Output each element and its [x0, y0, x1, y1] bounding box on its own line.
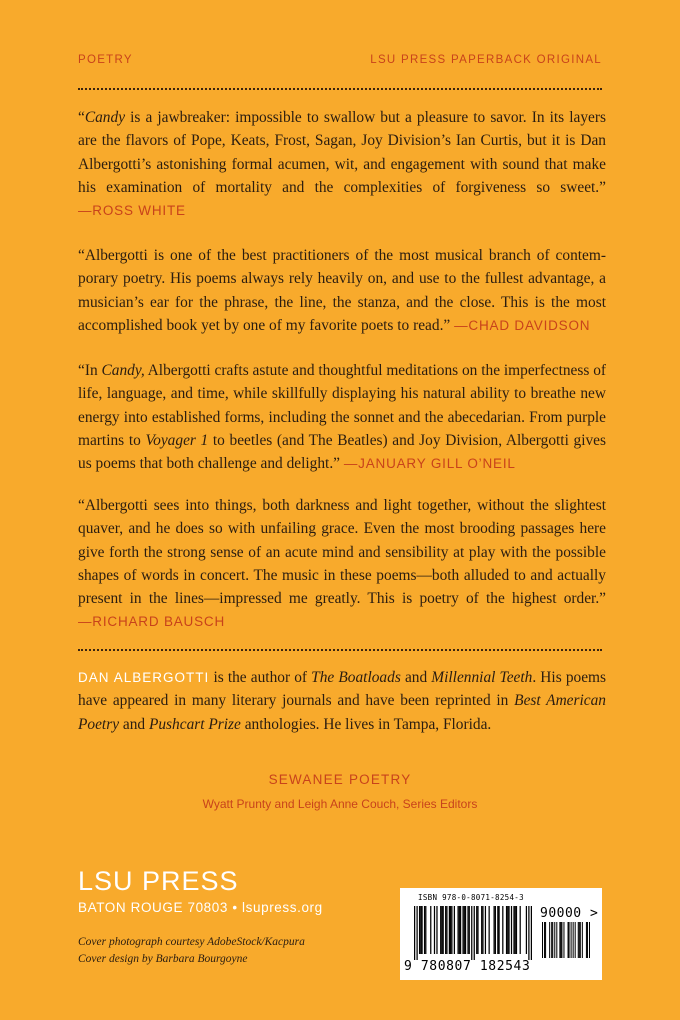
barcode-bar — [482, 906, 483, 954]
barcode-bar — [457, 906, 458, 954]
blurb-text-3b: Albergotti crafts astute and thoughtful meditations on the imperfectness of life, language, and time, while skillfully displaying his natural ability to breathe new energy into established forms, including the sonnet and the abecedarian. From purple martins to — [78, 362, 607, 449]
blurb-quote-2 — [78, 244, 606, 337]
barcode-bar — [476, 906, 477, 954]
addon-bar — [551, 922, 552, 958]
barcode-bar — [469, 906, 470, 954]
barcode-bar — [528, 906, 529, 960]
addon-bar — [568, 922, 569, 958]
barcode-bar — [424, 906, 425, 954]
barcode-bar — [462, 906, 463, 954]
author-bio — [78, 666, 606, 736]
blurb-attribution-1: —ROSS WHITE — [78, 203, 186, 219]
barcode-bar — [436, 906, 437, 954]
barcode-bar — [449, 906, 450, 954]
isbn-barcode — [400, 888, 602, 980]
barcode-bar — [502, 906, 503, 954]
barcode-bar — [434, 906, 435, 954]
addon-bar — [552, 922, 553, 958]
barcode-bar — [471, 906, 472, 960]
barcode-bar — [497, 906, 498, 954]
series-editors: Wyatt Prunty and Leigh Anne Couch, Series Editors — [202, 797, 478, 811]
isbn-number: ISBN 978-0-8071-8254-3 — [418, 893, 524, 902]
addon-bar — [578, 922, 579, 958]
barcode-bar — [425, 906, 426, 954]
dotted-rule-middle — [78, 649, 602, 651]
barcode-bar — [459, 906, 460, 954]
addon-bar — [575, 922, 576, 958]
addon-bar — [544, 922, 545, 958]
addon-bar — [573, 922, 574, 958]
addon-bar — [580, 922, 581, 958]
barcode-bar — [489, 906, 490, 954]
barcode-bar — [464, 906, 465, 954]
book-title-candy: Candy — [84, 109, 126, 126]
barcode-bar — [477, 906, 478, 954]
barcode-bar — [520, 906, 521, 954]
barcode-bar — [526, 906, 527, 954]
addon-bar — [563, 922, 564, 958]
blurb-attribution-3: —JANUARY GILL O’NEIL — [343, 456, 516, 472]
addon-bar — [579, 922, 580, 958]
bio-text: anthologies. He lives in Tampa, Florida. — [240, 715, 492, 733]
barcode-bar — [420, 906, 421, 954]
addon-bar — [549, 922, 550, 958]
blurb-text-2: “Albergotti is one of the best practitioners of the most musical branch of contemporary poetry. His poems always rely heavily on, and use to the fullest advantage, a musician’s ear for the phrase, the line, the stanza, and the close. This is the most accomplished book yet by one of my favorite poets to read.” — [78, 247, 606, 334]
series-title: SEWANEE POETRY — [268, 772, 412, 787]
anthology-best-american-poetry: Best American Poetry — [78, 692, 607, 733]
barcode-bar — [474, 906, 475, 960]
book-title-candy: Candy, — [101, 362, 145, 379]
category-label: POETRY — [78, 54, 133, 66]
barcode-bar — [421, 906, 422, 954]
ean-digits: 9 780807 182543 — [404, 959, 531, 974]
barcode-bar — [441, 906, 442, 954]
blurb-text-1: is a jawbreaker: impossible to swallow but a pleasure to savor. In its layers are the flavors of Pope, Keats, Frost, Sagan, Joy Division’s Ian Curtis, but it is Dan Albergotti’s astonishing formal acumen, wit, and engagement with sound that make his examination of mortality and the complexities of forgiveness so sweet.” — [78, 109, 606, 196]
price-addon-digits: 90000 > — [540, 906, 599, 921]
blurb-quote-4 — [78, 494, 606, 634]
barcode-bar — [419, 906, 420, 954]
addon-bar — [582, 922, 583, 958]
barcode-bar — [493, 906, 494, 954]
voyager-title: Voyager 1 — [145, 431, 209, 449]
anthology-pushcart-prize: Pushcart Prize — [148, 715, 241, 733]
open-quote: “ — [78, 109, 85, 126]
imprint-label: LSU PRESS PAPERBACK ORIGINAL — [370, 54, 602, 66]
addon-bar — [569, 922, 570, 958]
barcode-bar — [507, 906, 508, 954]
barcode-bar — [430, 906, 431, 954]
barcode-bar — [451, 906, 452, 954]
addon-bar — [559, 922, 560, 958]
barcode-bar — [511, 906, 512, 954]
barcode-bar — [440, 906, 441, 954]
addon-bar — [589, 922, 590, 958]
addon-bar — [545, 922, 546, 958]
barcode-bar — [445, 906, 446, 954]
blurb-quote-3 — [78, 359, 606, 475]
addon-bar — [587, 922, 588, 958]
blurb-quote-1 — [78, 106, 606, 222]
book-title-millennial-teeth: Millennial Teeth — [431, 669, 533, 686]
blurb-text-4: “Albergotti sees into things, both darkness and light together, without the slightest quaver, and he does so with unfailing grace. Even the most brooding passages here give forth the strong sense of an acute mind and sensibility at play with the possible shapes of words in concert. The music in these poems—both alluded to and actually present in the lines—impressed me greatly. This is poetry of the highest order.” — [78, 497, 606, 608]
dotted-rule-top — [78, 88, 602, 90]
blurb-attribution-4: —RICHARD BAUSCH — [78, 614, 226, 630]
bio-text: and — [400, 669, 432, 686]
barcode-bar — [515, 906, 516, 954]
barcode-bar — [531, 906, 532, 960]
addon-bar — [554, 922, 555, 958]
barcode-bar — [446, 906, 447, 954]
design-credit: Cover design by Barbara Bourgoyne — [78, 953, 248, 965]
barcode-bar — [454, 906, 455, 954]
bio-text: . His poems have appeared in many literary journals and have been reprinted in — [78, 669, 606, 710]
barcode-bar — [443, 906, 444, 954]
barcode-bar — [481, 906, 482, 954]
barcode-bar — [516, 906, 517, 954]
barcode-bar — [465, 906, 466, 954]
blurb-text-3a: “In — [78, 362, 102, 379]
book-title-boatloads: The Boatloads — [311, 669, 401, 686]
blurb-text-3c: to beetles (and The Beatles) and Joy Division, Albergotti gives us poems that both challenge and delight.” — [78, 431, 607, 473]
addon-barcode-bars — [542, 922, 590, 958]
photo-credit: Cover photograph courtesy AdobeStock/Kacpura — [78, 936, 305, 948]
barcode-bar — [414, 906, 415, 960]
barcode-bar — [467, 906, 468, 954]
bio-text: and — [119, 715, 149, 733]
addon-bar — [561, 922, 562, 958]
barcode-bar — [508, 906, 509, 954]
blurb-attribution-2: —CHAD DAVIDSON — [454, 317, 591, 333]
barcode-bar — [416, 906, 417, 960]
ean-barcode-bars — [414, 906, 532, 962]
barcode-bar — [450, 906, 451, 954]
author-name: DAN ALBERGOTTI — [78, 670, 210, 685]
barcode-bar — [506, 906, 507, 954]
addon-bar — [556, 922, 557, 958]
barcode-bar — [513, 906, 514, 954]
addon-bar — [571, 922, 572, 958]
barcode-bar — [495, 906, 496, 954]
publisher-address: BATON ROUGE 70803 • lsupress.org — [78, 900, 323, 915]
bio-text: is the author of — [209, 669, 312, 686]
addon-bar — [560, 922, 561, 958]
publisher-logo-text: LSU PRESS — [78, 866, 239, 896]
barcode-bar — [485, 906, 486, 954]
addon-bar — [586, 922, 587, 958]
barcode-bar — [460, 906, 461, 954]
addon-bar — [542, 922, 543, 958]
barcode-bar — [498, 906, 499, 954]
